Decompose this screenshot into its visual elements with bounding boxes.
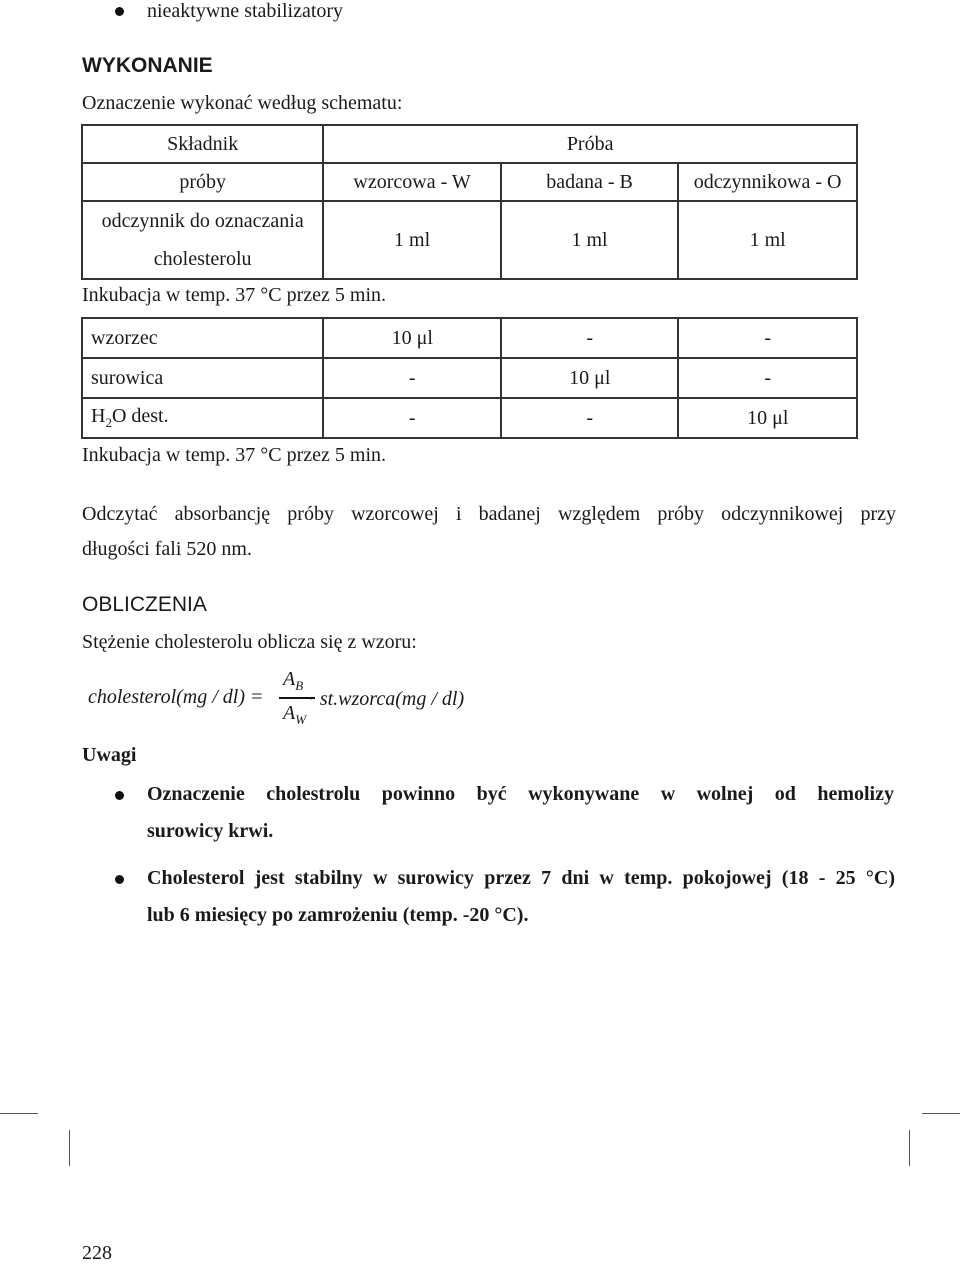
footer-rule-left — [0, 1113, 38, 1114]
calc-intro: Stężenie cholesterolu oblicza się z wzoru: — [82, 631, 417, 653]
cell-water-w: - — [323, 398, 501, 438]
water-subscript: 2 — [105, 415, 112, 430]
crop-mark-right — [909, 1130, 910, 1166]
cell-b-reagent: 1 ml — [501, 201, 678, 279]
formula-denominator — [283, 702, 306, 728]
header-proby: próby — [82, 163, 323, 201]
cell-surowica-w: - — [323, 358, 501, 398]
formula-rhs: ⋅ st.wzorca(mg / dl) — [308, 688, 465, 710]
section-heading-wykonanie: WYKONANIE — [82, 54, 213, 77]
page-number: 228 — [82, 1242, 112, 1264]
note-1-line1: Oznaczenie cholestrolu powinno być wykonywane w wolnej od hemolizy — [147, 783, 894, 805]
reading-instruction-line2: długości fali 520 nm. — [82, 538, 252, 560]
row-label-wzorzec: wzorzec — [82, 318, 323, 358]
sample-table — [81, 317, 858, 439]
bullet-icon — [115, 875, 124, 884]
row-label-reagent-line2: cholesterolu — [153, 248, 252, 270]
crop-mark-left — [69, 1130, 70, 1166]
cell-wzorzec-b: - — [501, 318, 679, 358]
row-label-reagent — [82, 201, 323, 279]
denominator-a: A — [283, 702, 296, 724]
numerator-sub: B — [295, 678, 304, 693]
incubation-note-1: Inkubacja w temp. 37 °C przez 5 min. — [82, 284, 387, 306]
cell-wzorzec-o: - — [678, 318, 857, 358]
footer-rule-right — [922, 1113, 960, 1114]
reagent-table — [81, 124, 858, 280]
incubation-note-2: Inkubacja w temp. 37 °C przez 5 min. — [82, 444, 387, 466]
formula-numerator — [283, 668, 303, 694]
header-proba: Próba — [323, 125, 857, 163]
intro-text: Oznaczenie wykonać według schematu: — [82, 92, 403, 114]
top-bullet-text: nieaktywne stabilizatory — [147, 0, 344, 22]
cell-surowica-o: - — [678, 358, 857, 398]
header-odczynnikowa: odczynnikowa - O — [678, 163, 857, 201]
cell-o-reagent: 1 ml — [678, 201, 857, 279]
row-label-water — [82, 398, 323, 438]
numerator-a: A — [283, 668, 296, 690]
reading-instruction-line1: Odczytać absorbancję próby wzorcowej i badanej względem próby odczynnikowej przy — [82, 503, 896, 525]
note-2-line2: lub 6 miesięcy po zamrożeniu (temp. -20 °C). — [147, 904, 529, 926]
note-1-line2: surowicy krwi. — [147, 820, 274, 842]
bullet-icon — [115, 7, 124, 16]
uwagi-heading: Uwagi — [82, 744, 137, 766]
section-heading-obliczenia: OBLICZENIA — [82, 593, 207, 616]
row-label-reagent-line1: odczynnik do oznaczania — [101, 210, 304, 232]
denominator-sub: W — [295, 712, 307, 727]
row-label-surowica: surowica — [82, 358, 323, 398]
cell-wzorzec-w: 10 μl — [323, 318, 501, 358]
formula-lhs: cholesterol(mg / dl) = — [88, 686, 264, 708]
bullet-icon — [115, 791, 124, 800]
water-rest: O dest. — [111, 405, 169, 427]
header-skladnik: Składnik — [82, 125, 323, 163]
cell-water-b: - — [501, 398, 679, 438]
cell-surowica-b: 10 μl — [501, 358, 679, 398]
water-h: H — [91, 405, 106, 427]
cell-water-o: 10 μl — [678, 398, 857, 438]
cell-w-reagent: 1 ml — [323, 201, 501, 279]
note-2-line1: Cholesterol jest stabilny w surowicy przez 7 dni w temp. pokojowej (18 - 25 °C) — [147, 867, 895, 889]
header-badana: badana - B — [501, 163, 678, 201]
header-wzorcowa: wzorcowa - W — [323, 163, 501, 201]
